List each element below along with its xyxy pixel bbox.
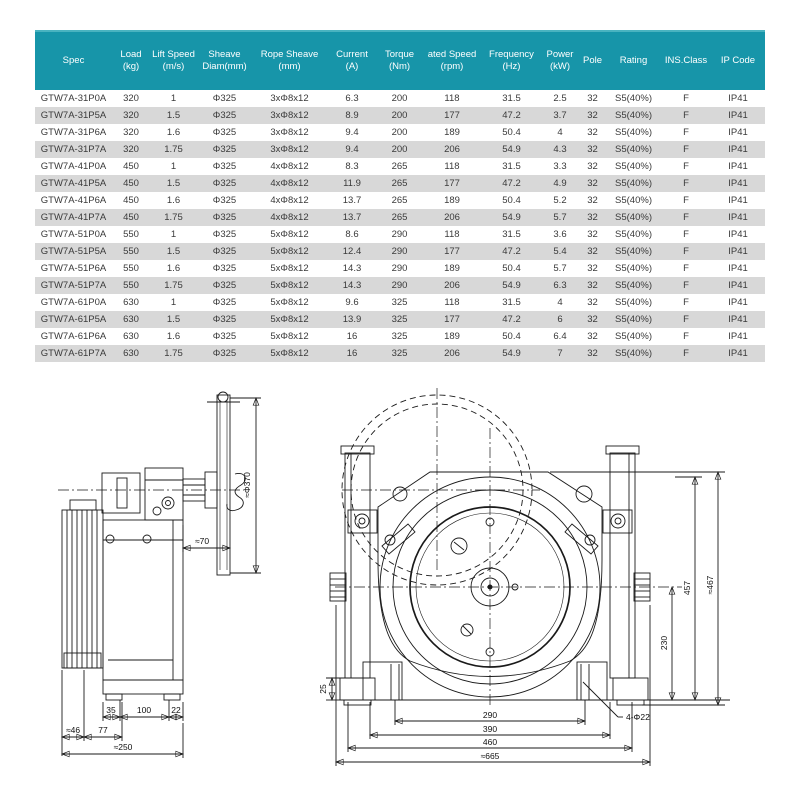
table-row xyxy=(35,294,765,311)
spec-table xyxy=(35,30,765,362)
value-cell: 47.2 xyxy=(502,178,521,189)
value-cell: 32 xyxy=(587,93,598,104)
value-cell: 32 xyxy=(587,331,598,342)
value-cell: 47.2 xyxy=(502,246,521,257)
value-cell: 54.9 xyxy=(502,144,521,155)
value-cell: 54.9 xyxy=(502,280,521,291)
dim-foot-c: 22 xyxy=(171,705,181,715)
value-cell: 630 xyxy=(123,314,139,325)
value-cell: F xyxy=(683,127,689,138)
dim-brake-width: 77 xyxy=(98,725,108,735)
value-cell: 1.5 xyxy=(166,110,181,121)
value-cell: IP41 xyxy=(728,178,748,189)
table-row xyxy=(35,175,765,192)
value-cell: 320 xyxy=(123,110,139,121)
value-cell: 31.5 xyxy=(502,93,521,104)
value-cell: 32 xyxy=(587,297,598,308)
value-cell: F xyxy=(683,348,689,359)
value-cell: 325 xyxy=(391,314,408,325)
value-cell: 177 xyxy=(444,178,460,189)
value-cell: 5xΦ8x12 xyxy=(270,280,309,291)
value-cell: S5(40%) xyxy=(615,280,652,291)
value-cell: IP41 xyxy=(728,331,748,342)
value-cell: Φ325 xyxy=(212,263,237,274)
value-cell: 32 xyxy=(587,195,598,206)
value-cell: 32 xyxy=(587,348,598,359)
value-cell: 8.9 xyxy=(345,110,359,121)
value-cell: S5(40%) xyxy=(615,297,652,308)
value-cell: 13.7 xyxy=(342,195,362,206)
value-cell: Φ325 xyxy=(212,297,237,308)
value-cell: F xyxy=(683,110,689,121)
value-cell: 31.5 xyxy=(502,229,521,240)
value-cell: 3xΦ8x12 xyxy=(270,93,309,104)
value-cell: 3xΦ8x12 xyxy=(270,127,309,138)
value-cell: 3.6 xyxy=(553,229,567,240)
table-row xyxy=(35,277,765,294)
value-cell: 1 xyxy=(170,229,177,240)
value-cell: 9.6 xyxy=(345,297,359,308)
column-header: Torque (Nm) xyxy=(377,31,422,90)
value-cell: Φ325 xyxy=(212,161,237,172)
table-row xyxy=(35,209,765,226)
value-cell: 320 xyxy=(123,127,139,138)
value-cell: S5(40%) xyxy=(615,263,652,274)
value-cell: 550 xyxy=(123,229,139,240)
spec-table-body xyxy=(35,90,765,362)
value-cell: 5xΦ8x12 xyxy=(270,246,309,257)
value-cell: 1.6 xyxy=(166,195,181,206)
dim-overall-height: ≈467 xyxy=(705,575,715,595)
value-cell: Φ325 xyxy=(212,229,237,240)
value-cell: S5(40%) xyxy=(615,314,652,325)
value-cell: Φ325 xyxy=(212,348,237,359)
value-cell: 12.4 xyxy=(342,246,362,257)
value-cell: 5.7 xyxy=(553,263,567,274)
value-cell: 50.4 xyxy=(502,195,521,206)
value-cell: F xyxy=(683,161,689,172)
spec-cell: GTW7A-31P6A xyxy=(40,127,107,138)
spec-cell: GTW7A-61P0A xyxy=(40,297,107,308)
value-cell: S5(40%) xyxy=(615,212,652,223)
value-cell: 265 xyxy=(391,178,408,189)
value-cell: 5xΦ8x12 xyxy=(270,331,309,342)
value-cell: F xyxy=(683,93,689,104)
value-cell: 1.75 xyxy=(164,280,183,291)
value-cell: 1 xyxy=(170,161,177,172)
value-cell: 1.6 xyxy=(166,263,181,274)
value-cell: 32 xyxy=(587,161,598,172)
value-cell: 50.4 xyxy=(502,263,521,274)
value-cell: IP41 xyxy=(728,246,748,257)
value-cell: 14.3 xyxy=(342,280,362,291)
dim-mounting-holes: 4-Φ22 xyxy=(626,712,650,722)
column-header: IP Code xyxy=(711,31,765,90)
value-cell: IP41 xyxy=(728,212,748,223)
value-cell: 4.3 xyxy=(553,144,567,155)
spec-cell: GTW7A-61P6A xyxy=(40,331,107,342)
value-cell: 4xΦ8x12 xyxy=(270,178,309,189)
value-cell: 54.9 xyxy=(502,212,521,223)
value-cell: 32 xyxy=(587,144,598,155)
value-cell: 4xΦ8x12 xyxy=(270,212,309,223)
dim-center-height: 230 xyxy=(659,635,669,651)
value-cell: 200 xyxy=(391,144,408,155)
value-cell: 189 xyxy=(444,195,460,206)
value-cell: 3xΦ8x12 xyxy=(270,144,309,155)
value-cell: 118 xyxy=(444,161,460,172)
value-cell: IP41 xyxy=(728,263,748,274)
value-cell: 50.4 xyxy=(502,331,521,342)
value-cell: 5.2 xyxy=(553,195,567,206)
value-cell: 290 xyxy=(391,280,408,291)
value-cell: 290 xyxy=(391,263,408,274)
column-header: Pole xyxy=(579,31,606,90)
value-cell: 6.4 xyxy=(553,331,567,342)
dim-span-290: 290 xyxy=(482,710,498,720)
value-cell: F xyxy=(683,212,689,223)
column-header: Power (kW) xyxy=(541,31,579,90)
value-cell: 1.5 xyxy=(166,314,181,325)
value-cell: Φ325 xyxy=(212,314,237,325)
value-cell: 265 xyxy=(391,161,408,172)
technical-drawing xyxy=(30,380,770,795)
value-cell: 177 xyxy=(444,246,460,257)
value-cell: 54.9 xyxy=(502,348,521,359)
value-cell: 9.4 xyxy=(345,144,359,155)
value-cell: 4.9 xyxy=(553,178,567,189)
value-cell: F xyxy=(683,280,689,291)
value-cell: IP41 xyxy=(728,297,748,308)
value-cell: 4xΦ8x12 xyxy=(270,195,309,206)
value-cell: IP41 xyxy=(728,314,748,325)
value-cell: F xyxy=(683,297,689,308)
value-cell: S5(40%) xyxy=(615,110,652,121)
value-cell: 6.3 xyxy=(345,93,359,104)
value-cell: F xyxy=(683,144,689,155)
table-row xyxy=(35,90,765,107)
value-cell: 47.2 xyxy=(502,314,521,325)
value-cell: 177 xyxy=(444,314,460,325)
value-cell: 189 xyxy=(444,263,460,274)
value-cell: 13.9 xyxy=(342,314,362,325)
value-cell: IP41 xyxy=(728,93,748,104)
value-cell: 13.7 xyxy=(342,212,362,223)
table-row xyxy=(35,260,765,277)
value-cell: 630 xyxy=(123,297,139,308)
value-cell: S5(40%) xyxy=(615,178,652,189)
dim-foot-a: 35 xyxy=(106,705,116,715)
value-cell: 325 xyxy=(391,331,408,342)
spec-cell: GTW7A-51P0A xyxy=(40,229,107,240)
value-cell: 1.75 xyxy=(164,348,183,359)
column-header: ated Speed (rpm) xyxy=(422,31,482,90)
value-cell: IP41 xyxy=(728,127,748,138)
value-cell: 11.9 xyxy=(343,178,361,189)
value-cell: 7 xyxy=(557,348,563,359)
value-cell: S5(40%) xyxy=(615,246,652,257)
value-cell: 16 xyxy=(346,331,358,342)
value-cell: IP41 xyxy=(728,144,748,155)
value-cell: 32 xyxy=(587,229,598,240)
value-cell: 31.5 xyxy=(502,297,521,308)
value-cell: 8.6 xyxy=(345,229,359,240)
value-cell: 16 xyxy=(346,348,358,359)
spec-cell: GTW7A-41P7A xyxy=(40,212,107,223)
column-header: INS.Class xyxy=(661,31,711,90)
value-cell: 2.5 xyxy=(553,93,567,104)
value-cell: 1.6 xyxy=(166,331,181,342)
value-cell: 118 xyxy=(444,229,460,240)
value-cell: 325 xyxy=(391,297,408,308)
value-cell: 1.75 xyxy=(164,144,183,155)
value-cell: 290 xyxy=(391,229,408,240)
value-cell: S5(40%) xyxy=(615,161,652,172)
value-cell: S5(40%) xyxy=(615,348,652,359)
value-cell: 1 xyxy=(170,297,177,308)
value-cell: 1.5 xyxy=(166,246,181,257)
table-row xyxy=(35,226,765,243)
spec-cell: GTW7A-31P7A xyxy=(40,144,107,155)
column-header: Frequency (Hz) xyxy=(482,31,541,90)
spec-cell: GTW7A-31P5A xyxy=(40,110,107,121)
column-header: Current (A) xyxy=(327,31,377,90)
value-cell: S5(40%) xyxy=(615,144,652,155)
value-cell: 5xΦ8x12 xyxy=(270,297,309,308)
value-cell: 200 xyxy=(391,93,408,104)
value-cell: 32 xyxy=(587,212,598,223)
value-cell: IP41 xyxy=(728,161,748,172)
value-cell: 206 xyxy=(444,144,460,155)
value-cell: F xyxy=(683,195,689,206)
spec-cell: GTW7A-51P5A xyxy=(40,246,107,257)
column-header: Lift Speed (m/s) xyxy=(150,31,197,90)
value-cell: S5(40%) xyxy=(615,331,652,342)
value-cell: 4 xyxy=(557,297,563,308)
value-cell: Φ325 xyxy=(212,331,237,342)
column-header: Rating xyxy=(606,31,661,90)
value-cell: 32 xyxy=(587,280,598,291)
value-cell: 189 xyxy=(444,331,460,342)
spec-table-header-row xyxy=(35,31,765,90)
value-cell: 206 xyxy=(444,348,460,359)
table-row xyxy=(35,328,765,345)
value-cell: S5(40%) xyxy=(615,93,652,104)
front-view xyxy=(318,388,730,766)
spec-cell: GTW7A-61P7A xyxy=(40,348,107,359)
value-cell: 550 xyxy=(123,263,139,274)
spec-cell: GTW7A-41P0A xyxy=(40,161,107,172)
value-cell: 450 xyxy=(123,212,139,223)
dim-height-457: 457 xyxy=(682,580,692,596)
value-cell: IP41 xyxy=(728,280,748,291)
dim-foot-b: 100 xyxy=(136,705,152,715)
value-cell: F xyxy=(683,246,689,257)
table-row xyxy=(35,243,765,260)
value-cell: S5(40%) xyxy=(615,229,652,240)
value-cell: 32 xyxy=(587,127,598,138)
dim-base-thickness: 25 xyxy=(318,684,328,694)
dim-overall-span: ≈665 xyxy=(480,751,500,761)
dim-overall-width-side: ≈250 xyxy=(113,742,133,752)
value-cell: F xyxy=(683,229,689,240)
value-cell: F xyxy=(683,263,689,274)
value-cell: 200 xyxy=(391,127,408,138)
value-cell: 325 xyxy=(391,348,408,359)
value-cell: Φ325 xyxy=(212,212,237,223)
value-cell: 32 xyxy=(587,263,598,274)
value-cell: F xyxy=(683,178,689,189)
value-cell: 550 xyxy=(123,246,139,257)
value-cell: 206 xyxy=(444,212,460,223)
value-cell: 47.2 xyxy=(502,110,521,121)
value-cell: 5.7 xyxy=(553,212,567,223)
side-view xyxy=(58,392,261,758)
value-cell: S5(40%) xyxy=(615,127,652,138)
column-header: Load (kg) xyxy=(112,31,150,90)
value-cell: 550 xyxy=(123,280,139,291)
value-cell: 189 xyxy=(444,127,460,138)
value-cell: F xyxy=(683,314,689,325)
table-row xyxy=(35,158,765,175)
value-cell: 6.3 xyxy=(553,280,567,291)
value-cell: 5xΦ8x12 xyxy=(270,229,309,240)
value-cell: 32 xyxy=(587,246,598,257)
value-cell: IP41 xyxy=(728,229,748,240)
value-cell: 1.5 xyxy=(166,178,181,189)
value-cell: 177 xyxy=(444,110,460,121)
value-cell: 206 xyxy=(444,280,460,291)
value-cell: 1.6 xyxy=(166,127,181,138)
value-cell: 50.4 xyxy=(502,127,521,138)
dim-sheave-diameter: ≈Φ370 xyxy=(242,472,252,498)
value-cell: 3xΦ8x12 xyxy=(270,110,309,121)
shaft-pin-icon xyxy=(218,392,228,402)
value-cell: IP41 xyxy=(728,195,748,206)
value-cell: Φ325 xyxy=(212,127,237,138)
spec-cell: GTW7A-31P0A xyxy=(40,93,107,104)
dim-overhang: ≈46 xyxy=(65,725,81,735)
value-cell: 450 xyxy=(123,178,139,189)
value-cell: 118 xyxy=(444,297,460,308)
dim-face-to-sheave: ≈70 xyxy=(194,536,210,546)
table-row xyxy=(35,141,765,158)
column-header: Rope Sheave (mm) xyxy=(252,31,327,90)
table-row xyxy=(35,311,765,328)
column-header: Sheave Diam(mm) xyxy=(197,31,252,90)
value-cell: 5xΦ8x12 xyxy=(270,348,309,359)
value-cell: 32 xyxy=(587,314,598,325)
value-cell: 1 xyxy=(170,93,177,104)
spec-cell: GTW7A-51P6A xyxy=(40,263,107,274)
value-cell: Φ325 xyxy=(212,280,237,291)
value-cell: 200 xyxy=(391,110,408,121)
spec-cell: GTW7A-61P5A xyxy=(40,314,107,325)
value-cell: Φ325 xyxy=(212,195,237,206)
value-cell: 3.7 xyxy=(553,110,567,121)
value-cell: 320 xyxy=(123,144,139,155)
value-cell: 450 xyxy=(123,195,139,206)
value-cell: 5xΦ8x12 xyxy=(270,314,309,325)
value-cell: Φ325 xyxy=(212,178,237,189)
value-cell: 290 xyxy=(391,246,408,257)
table-row xyxy=(35,192,765,209)
value-cell: 320 xyxy=(123,93,139,104)
value-cell: Φ325 xyxy=(212,144,237,155)
value-cell: 14.3 xyxy=(342,263,362,274)
value-cell: 3.3 xyxy=(553,161,567,172)
value-cell: 32 xyxy=(587,110,598,121)
spec-cell: GTW7A-41P5A xyxy=(40,178,107,189)
value-cell: 5.4 xyxy=(553,246,567,257)
value-cell: F xyxy=(683,331,689,342)
table-row xyxy=(35,345,765,362)
dim-span-390: 390 xyxy=(482,724,498,734)
value-cell: IP41 xyxy=(728,110,748,121)
value-cell: 265 xyxy=(391,195,408,206)
value-cell: 31.5 xyxy=(502,161,521,172)
value-cell: IP41 xyxy=(728,348,748,359)
value-cell: Φ325 xyxy=(212,93,237,104)
value-cell: 5xΦ8x12 xyxy=(270,263,309,274)
table-row xyxy=(35,107,765,124)
value-cell: 4xΦ8x12 xyxy=(270,161,309,172)
dim-span-460: 460 xyxy=(482,737,498,747)
spec-cell: GTW7A-51P7A xyxy=(40,280,107,291)
value-cell: Φ325 xyxy=(212,110,237,121)
table-row xyxy=(35,124,765,141)
value-cell: 630 xyxy=(123,331,139,342)
value-cell: 630 xyxy=(123,348,139,359)
value-cell: 6 xyxy=(557,314,563,325)
spec-cell: GTW7A-41P6A xyxy=(40,195,107,206)
value-cell: 1.75 xyxy=(164,212,183,223)
value-cell: 118 xyxy=(444,93,460,104)
value-cell: Φ325 xyxy=(212,246,237,257)
value-cell: S5(40%) xyxy=(615,195,652,206)
value-cell: 8.3 xyxy=(345,161,359,172)
column-header: Spec xyxy=(35,31,112,90)
value-cell: 9.4 xyxy=(345,127,359,138)
value-cell: 32 xyxy=(587,178,598,189)
value-cell: 265 xyxy=(391,212,408,223)
value-cell: 450 xyxy=(123,161,139,172)
value-cell: 4 xyxy=(557,127,563,138)
